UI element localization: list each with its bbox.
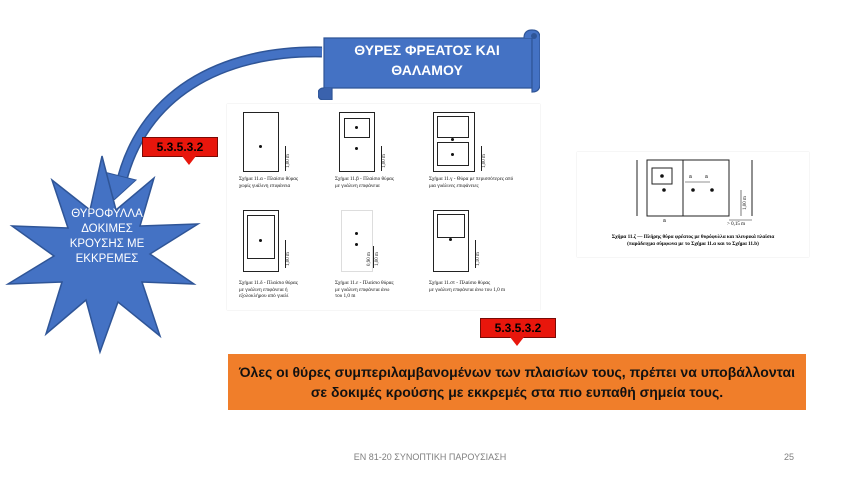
figure-caption [429,176,529,189]
caption-line: Σχήμα 11.γ - Θύρα με περισσότερες από [429,176,514,182]
title-line-2: ΘΑΛΑΜΟΥ [391,62,463,78]
dimension-label: 0,90 m [367,252,372,266]
dimension-label: 1,00 m [382,154,387,168]
caption-line: Σχήμα 11.ζ — Πλήρης θύρα φρέατος με θυρόφυλλα και πλευρικά πλαίσια [611,234,775,240]
figure-caption [335,280,417,300]
section-badge-top: 5.3.5.3.2 [142,137,218,157]
section-badge-bottom: 5.3.5.3.2 [480,318,556,338]
glass-panel [437,214,465,238]
caption-line: Σχήμα 11.δ - Πλαίσιο θύρας [239,280,298,286]
badge-arrow-top [182,156,196,165]
caption-line: με γυάλινη επιφάνεια άνω [335,286,390,293]
title-line-1: ΘΥΡΕΣ ΦΡΕΑΤΟΣ ΚΑΙ [354,42,500,58]
caption-line: με γυάλινη επιφάνεια άνω του 1,0 m [429,286,506,293]
impact-point [449,238,452,241]
caption-line: χωρίς γυάλινη επιφάνεια [239,182,291,189]
starburst-line-1: ΘΥΡΟΦΥΛΛΑ [71,208,143,220]
impact-point [259,239,262,242]
starburst-line-2: ΔΟΚΙΜΕΣ [81,223,133,235]
mark-a-2: a [689,174,692,180]
title-scroll-banner [318,32,536,98]
dimension-vertical: 1,00 m [743,196,748,210]
caption-line: Σχήμα 11.α - Πλαίσιο θύρας [239,176,299,182]
impact-point [451,138,454,141]
dimension-label: 1,00 m [482,154,487,168]
badge-arrow-bottom [510,337,524,346]
mark-a-1: a [663,218,666,224]
figure-caption [581,234,805,248]
caption-line: Σχήμα 11.στ - Πλαίσιο θύρας [429,280,491,286]
caption-line: μια γυάλινες επιφάνειες [429,182,479,189]
glass-panel [247,215,275,259]
impact-point [355,243,358,246]
dimension-label: 1,00 m [375,252,380,266]
door-frame [243,112,279,172]
dimension-label: 1,10 m [476,252,481,266]
figure-caption [239,280,321,300]
caption-line: εξολοκλήρου από γυαλί [239,293,289,300]
starburst-line-3: ΚΡΟΥΣΗΣ ΜΕ [69,238,145,250]
figure-caption [239,176,321,189]
starburst-line-4: ΕΚΚΡΕΜΕΣ [75,253,139,265]
impact-point [355,147,358,150]
figure-caption [429,280,529,293]
statement-box [228,354,806,410]
figure-caption [335,176,417,189]
impact-point [355,126,358,129]
dimension-line [373,246,374,268]
caption-line: του 1,0 m [335,293,356,300]
caption-line: (παράδειγμα σύμφωνα με το Σχήμα 11.α και το Σχήμα 11.b) [627,241,759,247]
dimension-horizontal: > 0,15 m [727,222,745,227]
impact-point [355,232,358,235]
impact-point [259,145,262,148]
impact-point [451,153,454,156]
caption-line: με γυάλινη επιφάνεια ή [239,286,288,293]
figures-panel [227,104,540,310]
footer-text: ΕΝ 81-20 ΣΥΝΟΠΤΙΚΗ ΠΑΡΟΥΣΙΑΣΗ [353,452,507,462]
caption-line: Σχήμα 11.β - Πλαίσιο θύρας [335,176,394,182]
figure-11z [577,152,809,257]
statement-line-2: σε δοκιμές κρούσης με εκκρεμές στα πιο ευπαθή σημεία τους. [310,384,724,400]
caption-line: Σχήμα 11.ε - Πλαίσιο θύρας [335,280,394,286]
dimension-label: 1,00 m [286,154,291,168]
caption-line: με γυάλινη επιφάνεια [335,182,380,189]
glass-panel [437,116,469,138]
page-number: 25 [783,452,794,462]
statement-line-1: Όλες οι θύρες συμπεριλαμβανομένων των πλαισίων τους, πρέπει να υποβάλλονται [239,364,795,380]
dimension-label: 1,00 m [286,252,291,266]
mark-a-3: a [705,174,708,180]
starburst-text [52,207,162,267]
